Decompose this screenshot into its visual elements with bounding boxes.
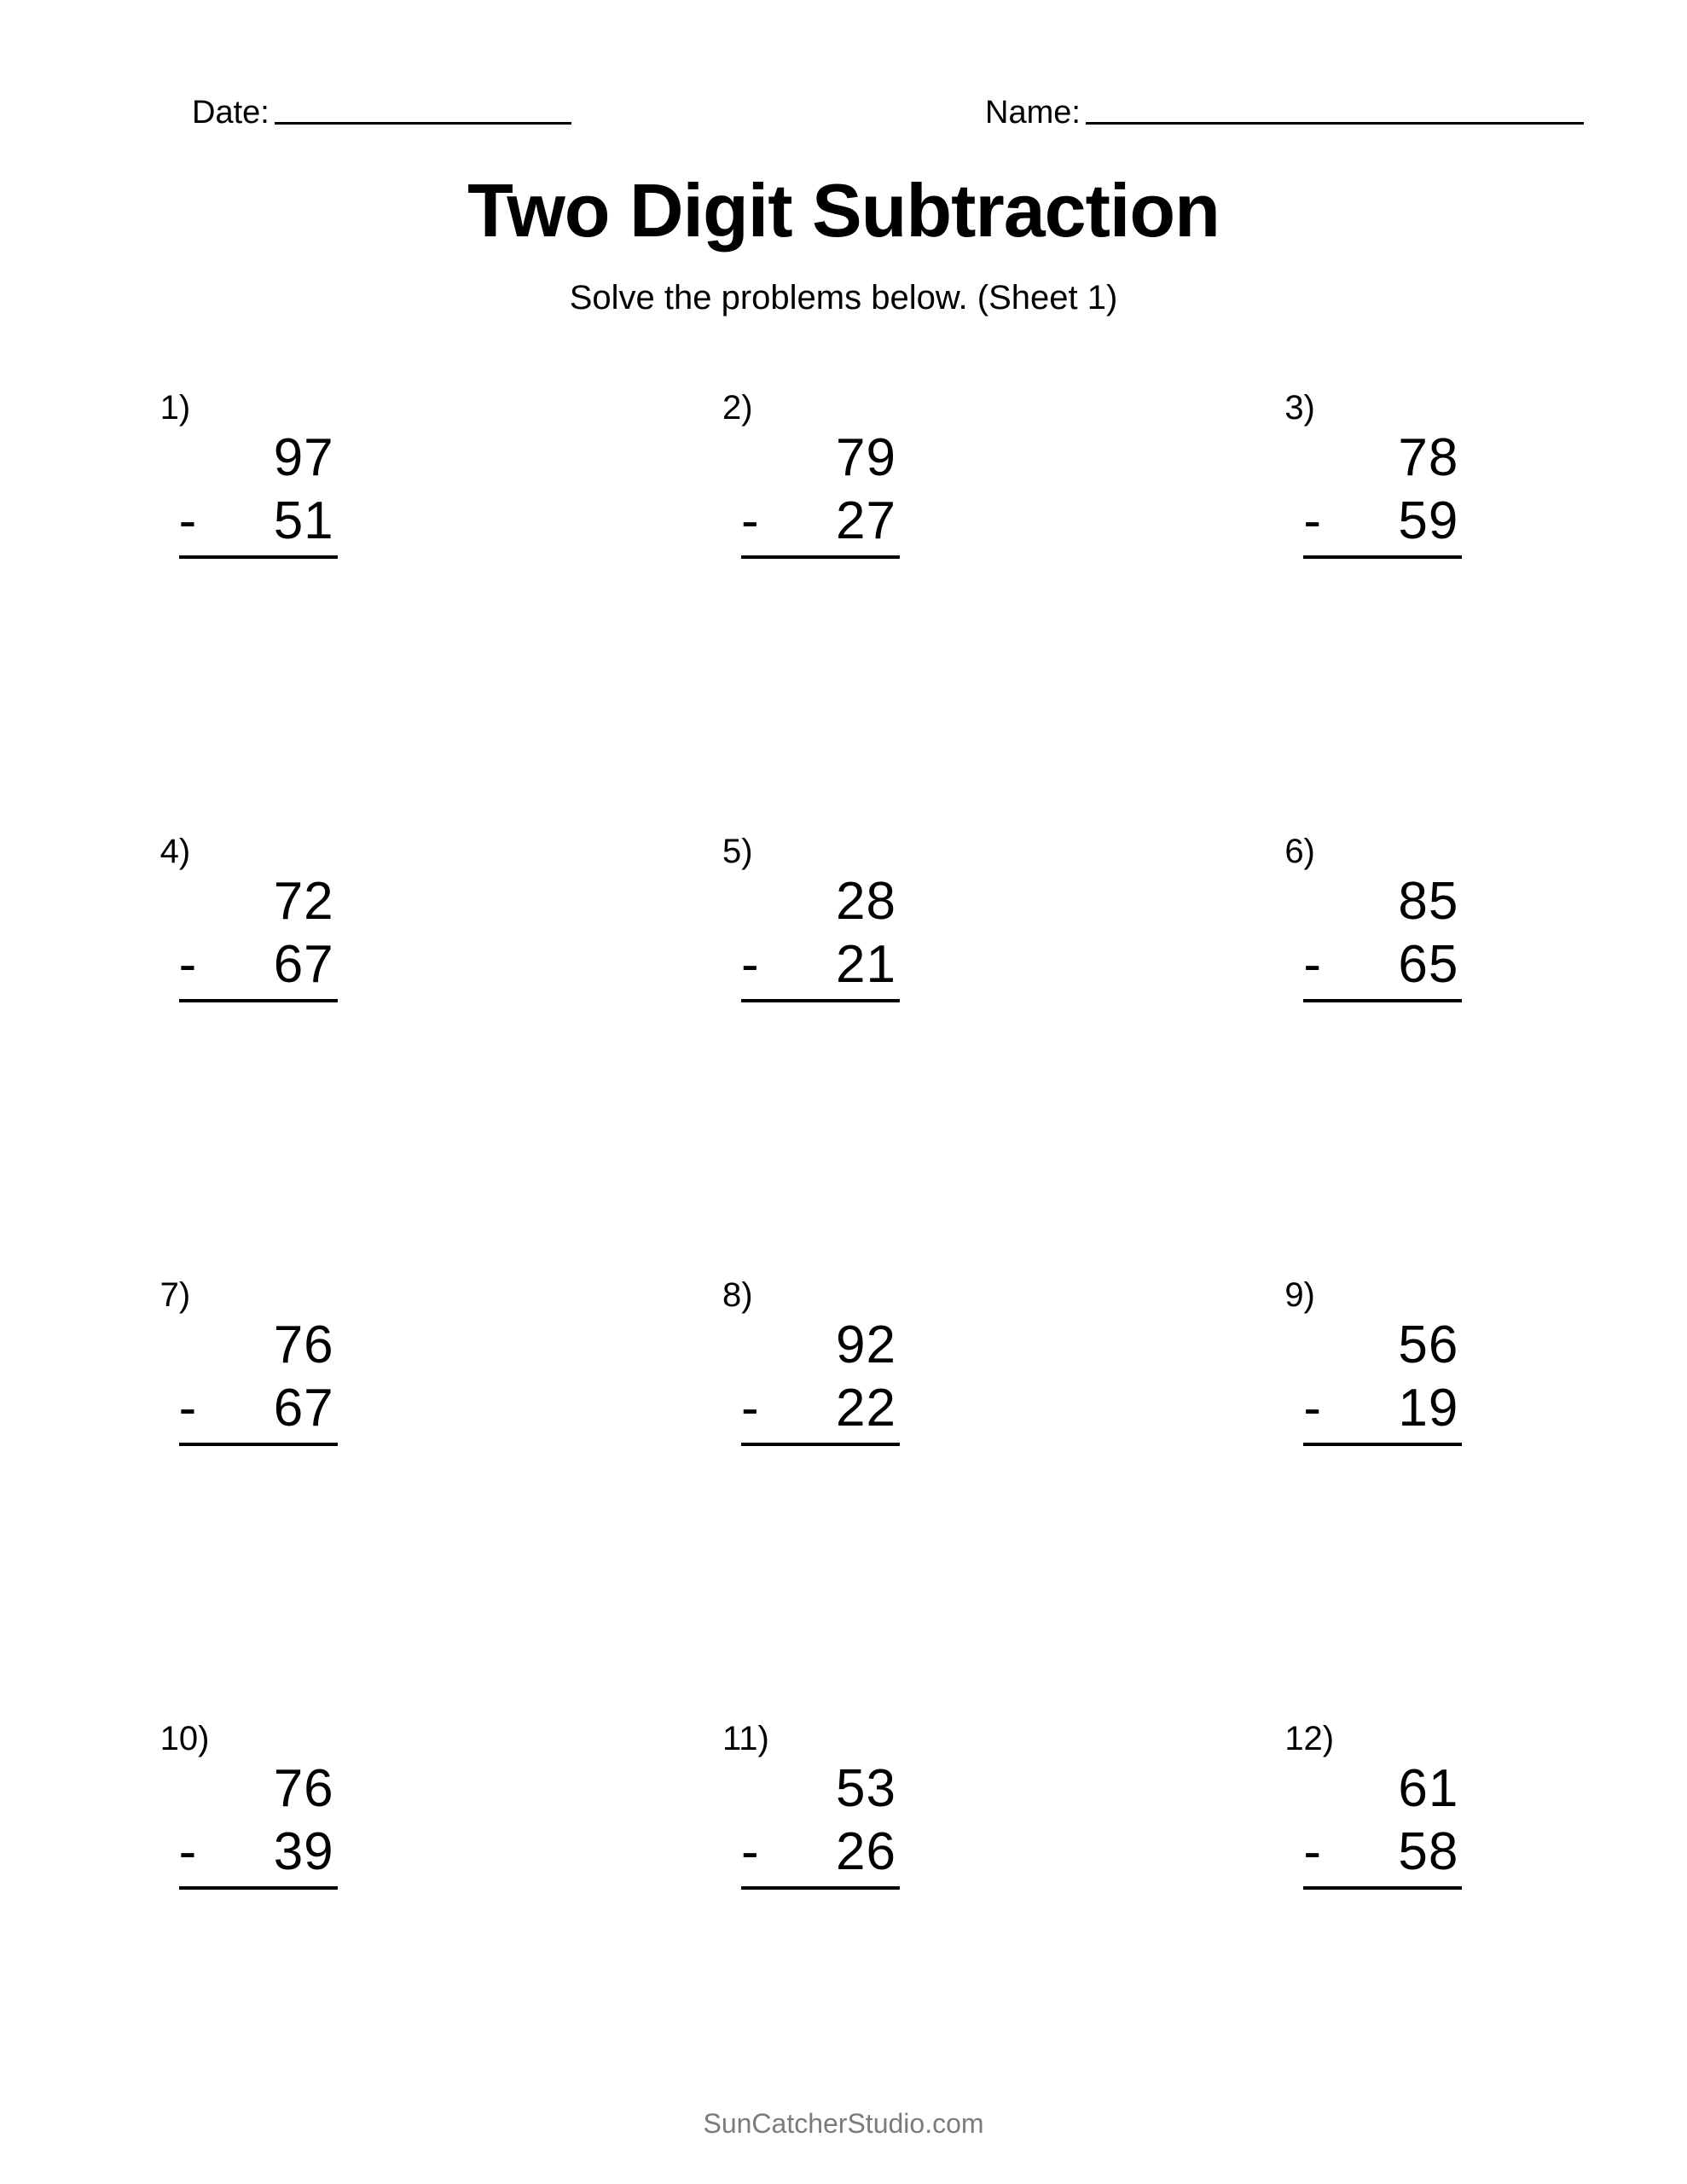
problem-number: 11)	[722, 1720, 769, 1757]
subtrahend: 19	[1398, 1379, 1459, 1438]
subtrahend-line	[741, 932, 900, 997]
minus-operator: -	[1303, 1822, 1322, 1881]
minuend: 28	[836, 872, 896, 931]
page-subtitle: Solve the problems below. (Sheet 1)	[569, 279, 1118, 317]
problem-6	[1278, 832, 1533, 1002]
problem-body	[1303, 427, 1462, 559]
minuend: 79	[836, 428, 896, 487]
minuend: 92	[836, 1316, 896, 1374]
minus-operator: -	[1303, 935, 1322, 994]
problem-body	[1303, 871, 1462, 1002]
name-label: Name:	[985, 95, 1081, 131]
minus-operator: -	[740, 1822, 760, 1881]
problem-9	[1278, 1275, 1533, 1446]
minuend: 56	[1398, 1316, 1459, 1374]
minuend: 76	[273, 1759, 334, 1818]
problem-number: 10)	[159, 1720, 210, 1757]
problem-number: 5)	[722, 833, 753, 870]
subtrahend-line	[741, 489, 900, 554]
date-write-line[interactable]	[275, 122, 571, 125]
problem-4	[154, 832, 409, 1002]
problem-cell	[562, 1275, 1124, 1719]
problem-row	[0, 1719, 1687, 2163]
problem-number: 3)	[1284, 389, 1315, 427]
subtrahend: 65	[1398, 935, 1459, 994]
minus-operator: -	[740, 1379, 760, 1438]
minus-operator: -	[1303, 1379, 1322, 1438]
date-field-group	[192, 94, 571, 131]
problem-2	[716, 388, 971, 559]
name-field-group	[985, 94, 1584, 131]
problem-12	[1278, 1719, 1533, 1890]
problem-body	[1303, 1315, 1462, 1446]
subtrahend-line	[1303, 932, 1462, 997]
problem-number: 1)	[159, 389, 191, 427]
problem-cell	[1125, 1719, 1687, 2163]
minuend: 72	[273, 872, 334, 931]
problem-cell	[562, 388, 1124, 832]
subtrahend-line	[741, 1820, 900, 1885]
problem-number: 8)	[722, 1276, 753, 1314]
problem-cell	[1125, 1275, 1687, 1719]
problem-row	[0, 388, 1687, 832]
subtrahend-line	[179, 1376, 338, 1441]
subtrahend-line	[1303, 1376, 1462, 1441]
problem-body	[179, 871, 338, 1002]
problem-cell	[0, 832, 562, 1275]
problem-body	[741, 427, 900, 559]
page-title: Two Digit Subtraction	[467, 168, 1220, 253]
problem-cell	[0, 1719, 562, 2163]
subtrahend-line	[1303, 1820, 1462, 1885]
minus-operator: -	[178, 1822, 198, 1881]
subtrahend: 59	[1398, 491, 1459, 550]
subtrahend: 27	[836, 491, 896, 550]
subtrahend-line	[179, 1820, 338, 1885]
problem-row	[0, 832, 1687, 1275]
problem-10	[154, 1719, 409, 1890]
minus-operator: -	[740, 491, 760, 550]
subtrahend-line	[179, 932, 338, 997]
problem-number: 9)	[1284, 1276, 1315, 1314]
subtrahend: 22	[836, 1379, 896, 1438]
problem-number: 2)	[722, 389, 753, 427]
minuend: 78	[1398, 428, 1459, 487]
problem-row	[0, 1275, 1687, 1719]
problem-body	[741, 871, 900, 1002]
problem-8	[716, 1275, 971, 1446]
problem-grid	[0, 388, 1687, 2163]
problem-cell	[0, 388, 562, 832]
problem-number: 4)	[159, 833, 191, 870]
subtrahend-line	[1303, 489, 1462, 554]
problem-7	[154, 1275, 409, 1446]
problem-number: 12)	[1284, 1720, 1335, 1757]
problem-5	[716, 832, 971, 1002]
minuend: 53	[836, 1759, 896, 1818]
problem-cell	[1125, 388, 1687, 832]
subtrahend: 58	[1398, 1822, 1459, 1881]
problem-body	[1303, 1758, 1462, 1890]
problem-number: 6)	[1284, 833, 1315, 870]
minuend: 85	[1398, 872, 1459, 931]
minuend: 76	[273, 1316, 334, 1374]
subtrahend: 21	[836, 935, 896, 994]
problem-1	[154, 388, 409, 559]
subtrahend: 67	[273, 935, 334, 994]
problem-body	[179, 427, 338, 559]
worksheet-header	[0, 94, 1687, 154]
minus-operator: -	[178, 935, 198, 994]
subtrahend-line	[179, 489, 338, 554]
minus-operator: -	[1303, 491, 1322, 550]
problem-body	[741, 1315, 900, 1446]
problem-cell	[0, 1275, 562, 1719]
footer-credit: SunCatcherStudio.com	[703, 2108, 984, 2139]
subtrahend: 51	[273, 491, 334, 550]
minus-operator: -	[740, 935, 760, 994]
subtrahend: 39	[273, 1822, 334, 1881]
problem-cell	[562, 832, 1124, 1275]
problem-number: 7)	[159, 1276, 191, 1314]
minus-operator: -	[178, 1379, 198, 1438]
minus-operator: -	[178, 491, 198, 550]
minuend: 61	[1398, 1759, 1459, 1818]
minuend: 97	[273, 428, 334, 487]
subtrahend: 67	[273, 1379, 334, 1438]
subtrahend: 26	[836, 1822, 896, 1881]
problem-body	[179, 1315, 338, 1446]
problem-cell	[562, 1719, 1124, 2163]
problem-body	[741, 1758, 900, 1890]
name-write-line[interactable]	[1086, 122, 1584, 125]
subtrahend-line	[741, 1376, 900, 1441]
problem-body	[179, 1758, 338, 1890]
problem-cell	[1125, 832, 1687, 1275]
problem-11	[716, 1719, 971, 1890]
problem-3	[1278, 388, 1533, 559]
date-label: Date:	[192, 95, 270, 131]
